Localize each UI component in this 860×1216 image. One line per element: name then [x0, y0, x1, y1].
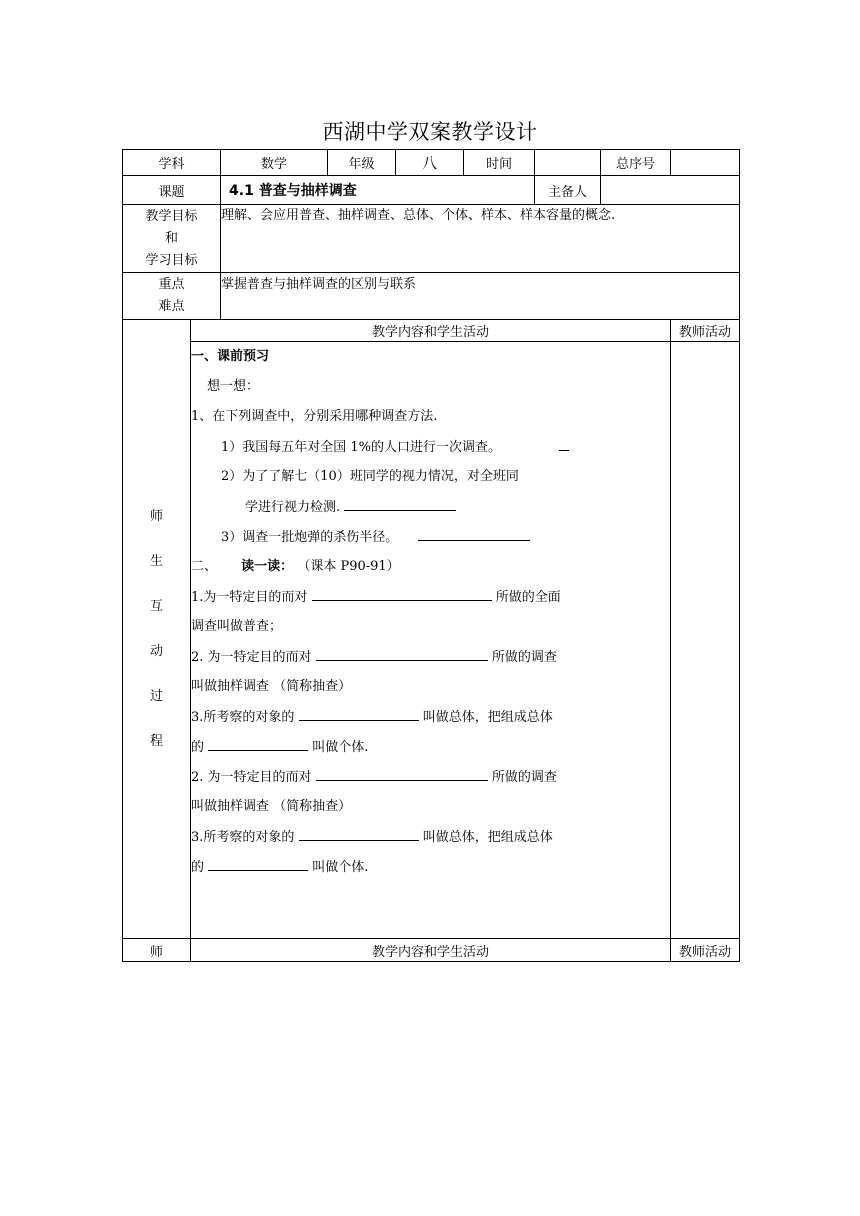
content-text: 3）调查一批炮弹的杀伤半径。: [221, 530, 399, 545]
content-line: 1、在下列调查中，分别采用哪种调查方法.: [191, 409, 438, 424]
preparer-label: 主备人: [535, 176, 601, 205]
topic-label: 课题: [123, 176, 221, 205]
content-line: [191, 822, 670, 852]
content-text: （课本 P90-91）: [297, 559, 400, 574]
content-line: [191, 642, 670, 672]
topic-value: 4.1 普查与抽样调查: [221, 176, 535, 205]
content-text: 1.为一特定目的而对: [191, 590, 308, 605]
answer-blank: [299, 822, 419, 841]
content-line: [191, 582, 670, 612]
content-text: 叫做总体，把组成总体: [422, 710, 553, 725]
content-text: 的: [191, 740, 205, 755]
sequence-label: 总序号: [601, 150, 671, 176]
key-points-label: [123, 273, 221, 320]
preparer-value: [601, 176, 740, 205]
content-text: 2. 为一特定目的而对: [191, 770, 312, 785]
subject-label: 学科: [123, 150, 221, 176]
answer-blank: [208, 732, 308, 751]
sequence-value: [671, 150, 740, 176]
answer-blank: [208, 852, 308, 871]
content-line: 想一想：: [207, 379, 260, 394]
content-text: 所做的调查: [491, 770, 557, 785]
answer-blank: [312, 582, 492, 601]
process-content: [191, 342, 671, 939]
goals-label-line2: 和: [165, 230, 179, 246]
side-char: 动: [149, 644, 163, 659]
document-title: 西湖中学双案教学设计: [322, 120, 538, 144]
content-line: [191, 522, 670, 552]
side-char: 过: [149, 689, 163, 704]
answer-blank: [344, 492, 456, 511]
lesson-plan-table: [122, 149, 740, 962]
key-points-label-line1: 重点: [158, 277, 185, 292]
content-text: 所做的调查: [491, 650, 557, 665]
content-line: 叫做抽样调查 （简称抽查）: [191, 799, 352, 814]
content-line: [191, 432, 670, 462]
info-row-2: [123, 176, 740, 205]
content-header: 教学内容和学生活动: [191, 320, 671, 342]
time-label: 时间: [464, 150, 535, 176]
side-char: 互: [149, 599, 163, 614]
section-number: 二、: [191, 559, 218, 574]
content-text: 所做的全面: [495, 590, 561, 605]
content-text: 叫做总体，把组成总体: [422, 830, 553, 845]
side-char: 程: [149, 734, 163, 749]
grade-value: 八: [396, 150, 464, 176]
section-heading-preview: 一、课前预习: [191, 349, 270, 364]
content-line: [191, 732, 670, 762]
process-content-row: [123, 342, 740, 939]
content-text: 3.所考察的对象的: [191, 710, 295, 725]
footer-side-label: 师: [123, 939, 191, 962]
content-line: [191, 852, 670, 882]
answer-blank: [299, 702, 419, 721]
content-text: 叫做个体.: [312, 860, 369, 875]
content-line: [191, 702, 670, 732]
time-value: [535, 150, 601, 176]
key-points-row: [123, 273, 740, 320]
process-side-label: [123, 320, 191, 939]
section-heading-read: 读一读：: [241, 559, 294, 574]
side-char: 师: [149, 509, 163, 524]
content-line: [191, 492, 670, 522]
content-line: 调查叫做普查；: [191, 619, 283, 634]
process-header-row: [123, 320, 740, 342]
goals-row: [123, 205, 740, 273]
answer-blank: [559, 432, 569, 451]
process-footer-row: [123, 939, 740, 962]
teacher-header: 教师活动: [671, 320, 740, 342]
content-line: 2）为了了解七（10）班同学的视力情况，对全班同: [221, 469, 519, 484]
answer-blank: [418, 522, 530, 541]
key-points-text: 掌握普查与抽样调查的区别与联系: [221, 273, 740, 320]
teacher-activity-cell: [671, 342, 740, 939]
content-text: 叫做个体.: [312, 740, 369, 755]
content-line: 叫做抽样调查 （简称抽查）: [191, 679, 352, 694]
content-text: 的: [191, 860, 205, 875]
content-line: [191, 762, 670, 792]
content-text: 1）我国每五年对全国 1%的人口进行一次调查。: [221, 440, 502, 455]
goals-text: 理解、会应用普查、抽样调查、总体、个体、样本、样本容量的概念.: [221, 205, 740, 273]
grade-label: 年级: [328, 150, 396, 176]
content-line: [191, 552, 670, 582]
side-char: 生: [149, 554, 163, 569]
info-row-1: [123, 150, 740, 176]
content-text: 学进行视力检测.: [245, 500, 341, 515]
goals-label: [123, 205, 221, 273]
footer-teacher-header: 教师活动: [671, 939, 740, 962]
goals-label-line3: 学习目标: [145, 252, 198, 268]
content-text: 3.所考察的对象的: [191, 830, 295, 845]
footer-content-header: 教学内容和学生活动: [191, 939, 671, 962]
answer-blank: [316, 642, 488, 661]
subject-value: 数学: [221, 150, 328, 176]
answer-blank: [316, 762, 488, 781]
content-text: 2. 为一特定目的而对: [191, 650, 312, 665]
goals-label-line1: 教学目标: [145, 208, 198, 224]
key-points-label-line2: 难点: [158, 299, 185, 314]
